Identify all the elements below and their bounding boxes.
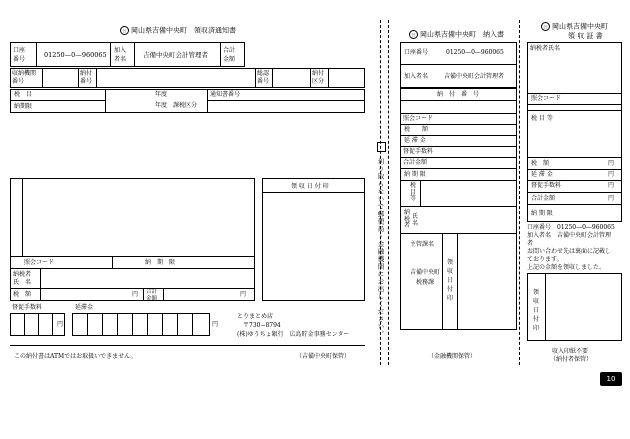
receipt-delay-label: 延滞金 — [75, 304, 94, 311]
certificate-payee-line-1: 加入者名 吉備中央町会計管理 — [527, 232, 612, 239]
receipt-handler-1: とりまとめ店 — [237, 313, 274, 320]
receipt-account-label: 口座 番号 — [13, 47, 26, 63]
receipt-yen-1: 円 — [132, 291, 139, 298]
certificate-title: 公 岡山県吉備中央町 — [541, 22, 608, 31]
payment-tax-item-label: 税 目 等 — [410, 182, 417, 203]
receipt-tax-row — [10, 89, 365, 113]
receipt-total-label: 合計 金額 — [223, 47, 236, 63]
receipt-handler-2: 〒730−8794 — [243, 322, 281, 329]
receipt-atm-notice: この納付書はATMではお取扱いできません。 — [14, 353, 137, 360]
certificate-subtitle: 領 収 証 書 — [568, 32, 603, 40]
page-number-badge: 10 — [600, 372, 622, 386]
certificate-delay-label: 延 滞 金 — [531, 171, 553, 178]
payment-dept-label: 主管課名 — [410, 241, 435, 248]
certificate-yen-2: 円 — [608, 171, 615, 178]
receipt-amount-label: 税 額 — [13, 291, 32, 298]
certificate-stamp-label: 領 収 日 付 印 — [533, 289, 540, 332]
receipt-handler-3: (株)ゆうちょ銀行 広島貯金事務センター — [237, 331, 350, 338]
payment-stamp-label: 領 収 日 付 印 — [447, 259, 454, 302]
receipt-deadline-label: 納期限 — [14, 103, 33, 110]
payment-payee-label: 加入者名 — [404, 73, 429, 80]
payment-title: 公 岡山県吉備中央町 納入書 — [409, 30, 504, 39]
receipt-keep-town: （吉備中央町保管） — [296, 353, 351, 360]
perforation-mark — [377, 142, 386, 152]
certificate-deadline-label: 納 期 限 — [531, 210, 553, 217]
certificate-yen-4: 円 — [608, 195, 615, 202]
payment-dept-name-1: 吉備中央町 — [410, 269, 441, 276]
receipt-surcharge-label: 督促手数料 — [12, 304, 43, 311]
receipt-due-label: 納 期 限 — [145, 259, 176, 266]
receipt-payee-label: 加入 者名 — [114, 47, 127, 63]
seal-icon: 公 — [409, 30, 418, 39]
payment-total-label: 合計金額 — [403, 159, 428, 166]
seal-icon: 公 — [120, 26, 129, 35]
receipt-yen-2: 円 — [240, 291, 247, 298]
receipt-title: 公 岡山県吉備中央町 領収済通知書 — [120, 26, 236, 35]
certificate-stamp-free-2: （納付者保管） — [550, 356, 593, 363]
receipt-account-number: 01250—0—960065 — [44, 51, 107, 59]
certificate-payer-label: 納税者氏名 — [530, 45, 561, 52]
payment-dept-name-2: 税務課 — [416, 279, 435, 286]
certificate-payee-line-2: 者 — [527, 240, 534, 247]
certificate-surcharge-label: 督促手数料 — [531, 182, 562, 189]
certificate-received: 上記の金額を領収しました。 — [527, 264, 606, 271]
receipt-tax-no-label: 納付 番号 — [80, 70, 93, 86]
receipt-total-short: 合計 金額 — [146, 289, 158, 302]
payment-taxpayer-label: 納 税 者 — [404, 209, 411, 230]
payment-keep-bank: （金融機関保管） — [428, 353, 477, 360]
payment-surcharge-label: 督促手数料 — [403, 148, 434, 155]
receipt-institution-label: 収納機関 番号 — [12, 70, 37, 86]
receipt-notice-label: 通知書番号 — [210, 91, 241, 98]
payment-ref-code-label: 照会コード — [403, 115, 434, 122]
seal-icon: 公 — [541, 22, 550, 31]
certificate-inquiry-2: ております。 — [527, 256, 563, 263]
certificate-total-label: 合計金額 — [531, 195, 556, 202]
receipt-manage-label: 総認 番号 — [257, 70, 270, 86]
receipt-yen-4: 円 — [212, 321, 219, 328]
certificate-amount-label: 税 額 — [531, 160, 550, 167]
certificate-account-line: 口座番号 01250—0—960065 — [527, 224, 615, 231]
payment-delay-label: 延 滞 金 — [404, 137, 426, 144]
certificate-ref-code-label: 照会コード — [531, 95, 562, 102]
certificate-tax-item-label: 税 目 等 — [531, 115, 553, 122]
receipt-ref-code-label: 照会コード — [24, 259, 55, 266]
payment-payee-name: 吉備中央町会計管理者 — [444, 73, 505, 80]
certificate-inquiry-1: お問い合わせ先は裏面に記載し — [527, 248, 612, 255]
certificate-stamp-box — [527, 273, 622, 341]
receipt-delay-box — [72, 313, 210, 336]
receipt-year-label: 年度 — [155, 91, 168, 98]
receipt-yen-3: 円 — [57, 321, 64, 328]
receipt-payee-name: 吉備中央町会計管理者 — [143, 51, 208, 59]
payment-name-label: 氏 名 — [412, 213, 419, 227]
cut-notice: 切り取らないで郵便局・金融機関にお出しください。 — [376, 158, 385, 338]
receipt-middle-box — [10, 178, 255, 301]
payment-deadline-label: 納 期 限 — [404, 171, 426, 178]
receipt-taxpayer-label: 納税者 氏 名 — [13, 271, 32, 287]
payment-account-number: 01250—0—960065 — [446, 49, 504, 56]
certificate-stamp-free-1: 収入印紙不要 — [552, 348, 589, 355]
receipt-stamp-box — [262, 178, 365, 301]
payment-amount-label: 税 額 — [404, 126, 429, 133]
payment-tax-no-label: 納 付 番 号 — [437, 91, 480, 98]
receipt-tax-label: 税 目 — [14, 91, 33, 98]
receipt-period-label: 年度 課税区分 — [155, 102, 198, 109]
certificate-yen-1: 円 — [608, 160, 615, 167]
receipt-category-label: 納付 区分 — [312, 70, 325, 86]
certificate-yen-3: 円 — [608, 182, 615, 189]
payment-account-label: 口座番号 — [404, 49, 429, 56]
receipt-stamp-label: 領 収 日 付 印 — [291, 183, 329, 190]
